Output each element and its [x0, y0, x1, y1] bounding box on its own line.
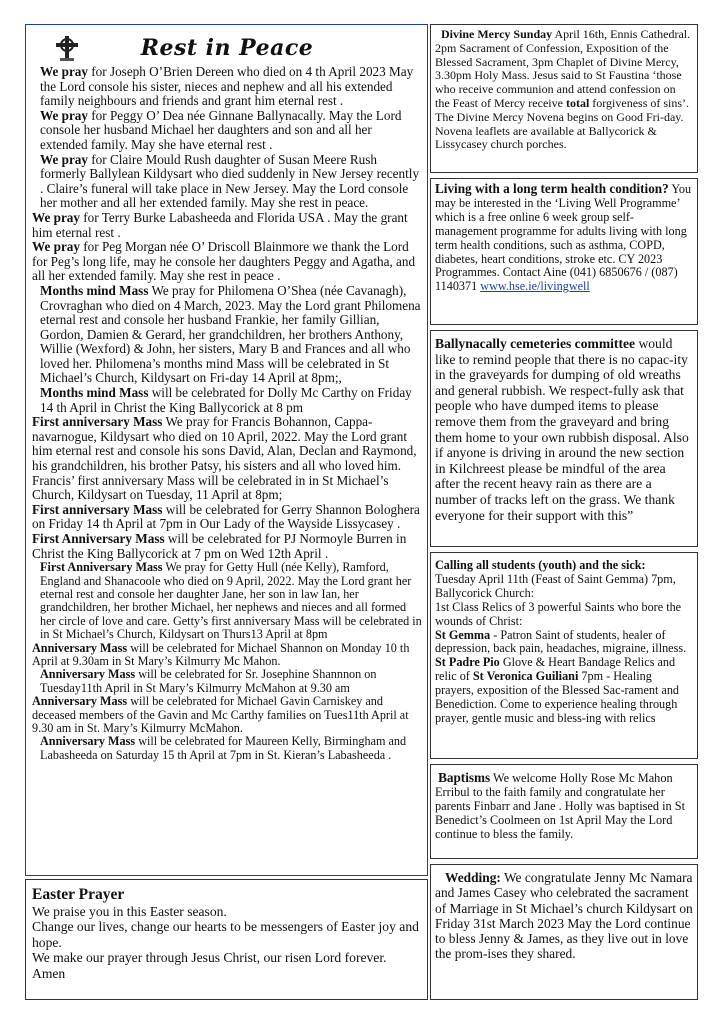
cemeteries-text: would like to remind people that there is no capac-ity in the graveyards for dumping of old wreaths and general rubbish. We respect-fully ask that people who have dumped items to please remove them from the graveyard and bring them home to your own rubbish disposal. Also if anyone is driving in around the new section in Kilchreest please be mindful of the area after the recent heavy rain as there are a number of tracks left on the grass. We thank everyone for their support with this” [435, 336, 689, 523]
calling-saints [435, 629, 693, 726]
mercy-lead: Divine Mercy Sunday [441, 27, 553, 41]
calling-line: Tuesday April 11th (Feast of Saint Gemma) 7pm, Ballycorick Church: [435, 571, 676, 600]
cemeteries-lead: Ballynacally cemeteries committee [435, 336, 636, 351]
baptisms-lead: Baptisms [438, 770, 491, 785]
living-well-link[interactable]: www.hse.ie/livingwell [480, 279, 590, 294]
rip-entry-lead: First Anniversary Mass [32, 531, 165, 546]
wedding-lead: Wedding: [445, 870, 501, 885]
rip-entry-lead: Months mind Mass [40, 282, 149, 298]
saint-name: St Gemma [435, 627, 491, 642]
rip-entry [32, 109, 422, 153]
rip-entry-text: will be celebrated for PJ Normoyle Burren in Christ the King Ballycorick at 7 pm on Wed 12th April . [32, 531, 407, 561]
rip-entry [32, 503, 422, 532]
rip-entry-lead: Anniversary Mass [40, 667, 136, 682]
rip-entry-lead: We pray [40, 107, 88, 123]
rip-entry-lead: We pray [32, 239, 80, 255]
living-well-panel [430, 178, 698, 325]
rip-entry-text: will be celebrated for Michael Shannon on Monday 10 th April at 9.30am in St Mary’s Kilmurry Mc Mahon. [32, 640, 410, 669]
rip-entry [32, 695, 422, 735]
saint-name: St Padre Pio [435, 655, 500, 670]
rip-entry-lead: Months mind Mass [40, 385, 149, 401]
living-lead: Living with a long term health condition? [435, 181, 669, 196]
rip-entry [32, 386, 422, 415]
rip-entry-text: We pray for Getty Hull (née Kelly), Ramford, England and Shanacoole who died on 9 April, 2022. May the Lord grant her eternal rest and console her daughter Jane, her son in law Ian, her grandchildren, her brother Michael, her nephews and nieces and all formed her circle of love and care. Getty’s first anniversary Mass will be celebrated in in St Michael’s Church, Kildysart on Thurs13 April at 8pm [40, 560, 422, 642]
calling-line: 1st Class Relics of 3 powerful Saints who bore the wounds of Christ: [435, 599, 682, 628]
mercy-text: April 16th, Ennis Cathedral. 2pm Sacrament of Confession, Exposition of the Blessed Sacrament, 3pm Chaplet of Divine Mercy, 3.30pm Holy Mass. Jesus said to St Faustina ‘those who receive communion and attend confession on the Feast of Mercy receive [435, 27, 691, 110]
rip-entry [32, 211, 422, 240]
rip-title: Rest in Peace [140, 35, 314, 61]
rip-entry-lead: Anniversary Mass [32, 640, 128, 655]
rip-entries [32, 65, 422, 762]
mercy-bold: total [565, 95, 590, 110]
wedding-panel [430, 864, 698, 1000]
easter-prayer-panel [25, 879, 428, 1000]
rip-entry [32, 532, 422, 561]
rip-entry [32, 668, 422, 695]
rip-entry [32, 735, 422, 762]
baptisms-panel [430, 764, 698, 859]
saint-text: - Patron Saint of students, healer of depression, back pain, headaches, migraine, illness. [435, 627, 687, 656]
easter-line: We make our prayer through Jesus Christ, our risen Lord forever. Amen [32, 950, 387, 981]
rip-entry-text: will be celebrated for Michael Gavin Carniskey and deceased members of the Gavin and Mc Carthy families on Tues11th April at 9.30 am in St. Mary’s Kilmurry McMahon. [32, 694, 409, 736]
rip-entry [32, 65, 422, 109]
rip-entry-text: will be celebrated for Maureen Kelly, Birmingham and Labasheeda on Saturday 15 th April at 7pm in St. Kieran’s Labasheeda . [40, 734, 407, 762]
rip-entry [32, 561, 422, 641]
rip-entry-lead: First Anniversary Mass [40, 560, 163, 575]
divine-mercy-panel [430, 24, 698, 173]
living-paragraph [435, 182, 693, 294]
rip-entry [32, 284, 422, 386]
rip-entry-lead: Anniversary Mass [32, 694, 128, 709]
rip-entry [32, 415, 422, 503]
rip-entry-text: for Claire Mould Rush daughter of Susan Meere Rush formerly Ballylean Kildysart who died suddenly in New Jersey recently . Claire’s funeral will take place in New Jersey. May the Lord console her mother and all her extended family. May she rest in peace. [40, 151, 420, 211]
cemeteries-panel [430, 330, 698, 547]
calling-lead: Calling all students (youth) and the sick: [435, 558, 646, 572]
cemeteries-paragraph [435, 336, 693, 523]
rip-entry-lead: First anniversary Mass [32, 501, 163, 517]
saint-text: Glove & Heart Bandage Relics and relic of [435, 655, 676, 684]
rip-entry-lead: We pray [40, 151, 88, 167]
rip-entry-text: for Joseph O’Brien Dereen who died on 4 th April 2023 May the Lord console his sister, nieces and nephew and all his extended family neighbours and friends and grant him eternal rest . [40, 64, 414, 109]
rip-entry-lead: We pray [40, 64, 88, 79]
rip-entry-text: for Terry Burke Labasheeda and Florida USA . May the grant him eternal rest . [32, 209, 408, 240]
rip-entry-text: will be celebrated for Dolly Mc Carthy on Friday 14 th April in Christ the King Ballycorick at 8 pm [40, 385, 412, 415]
easter-line: Change our lives, change our hearts to be messengers of Easter joy and hope. [32, 919, 419, 950]
rip-entry-lead: First anniversary Mass [32, 414, 163, 430]
mercy-text-end: forgiveness of sins’. [589, 95, 690, 110]
mercy-paragraph [435, 28, 693, 111]
baptisms-text: We welcome Holly Rose Mc Mahon Erribul to the faith family and congratulate her parents Finbarr and Jane . Holly was baptised in St Benedict’s Coolmeen on 1st April May the Lord continue to bless the family. [435, 771, 685, 841]
easter-title: Easter Prayer [32, 886, 125, 903]
mercy-novena: The Divine Mercy Novena begins on Good Fri-day. Novena leaflets are available at Ballycorick & Lissycasey church porches. [435, 109, 684, 152]
rip-entry [32, 153, 422, 211]
wedding-text: We congratulate Jenny Mc Namara and James Casey who celebrated the sacrament of Marriage in St Michael’s church Kildysart on Friday 31st March 2023 May the Lord continue to bless Jenny & James, as they live out in love the prom-ises they shared. [435, 870, 693, 962]
rip-entry-text: for Peg Morgan née O’ Driscoll Blainmore we thank the Lord for Peg’s long life, may he console her daughters Peggy and Agatha, and all her extended family. May she rest in peace . [32, 239, 416, 284]
calling-students-panel [430, 552, 698, 759]
rip-entry-lead: We pray [32, 209, 80, 225]
baptisms-paragraph [435, 771, 693, 841]
rip-entry-text: will be celebrated for Gerry Shannon Bologhera on Friday 14 th April at 7pm in Our Lady of the Wayside Lissycasey . [32, 501, 420, 532]
rip-entry-text: for Peggy O’ Dea née Ginnane Ballynacally. May the Lord console her husband Michael her daughters and son and all her extended family. May she have eternal rest . [40, 107, 402, 152]
rest-in-peace-panel [25, 24, 428, 876]
rip-entry-lead: Anniversary Mass [40, 734, 136, 749]
rip-header [32, 31, 422, 65]
wedding-paragraph [435, 870, 693, 962]
living-text: You may be interested in the ‘Living Well Programme’ which is a free online 6 week group self-management programme for adults living with long term health conditions, such as asthma, COPD, diabetes, heart conditions, stroke etc. CY 2023 Programmes. Contact Aine (041) 6850676 / (087) 1140371 [435, 182, 692, 294]
rip-entry [32, 240, 422, 284]
rip-entry-text: We pray for Philomena O’Shea (née Cavanagh), Crovraghan who died on 4 March, 2023. May the Lord grant Philomena eternal rest and console her husband Frankie, her family Gillian, Gordon, Damien & Gerard, her grandchildren, her brothers Anthony, Willie (Wexford) & John, her sisters, Mary B and Frances and all who loved her. Philomena’s months mind Mass will be celebrated in St Michael’s Church, Kildysart on Fri-day 14 April at 8pm;, [40, 282, 421, 386]
rip-entry-text: We pray for Francis Bohannon, Cappa-navarnogue, Kildysart who died on 10 April, 2022. May the Lord grant him eternal rest and console his sons David, Alan, Declan and Raymond, his grandchildren, his brother Patsy, his sisters and all who loved him. Francis’ first anniversary Mass will be celebrated in in St Michael’s Church, Kildysart on Tuesday, 11 April at 8pm; [32, 414, 417, 503]
saint-name: St Veronica Guiliani [472, 669, 579, 684]
rip-entry-text: will be celebrated for Sr. Josephine Shannnon on Tuesday11th April in St Mary’s Kilmurry McMahon at 9.30 am [40, 667, 377, 695]
saint-text: 7pm - Healing prayers, exposition of the Blessed Sac-rament and Benediction. Come to experience healing through prayer, gentle music and bless-ing with relics [435, 669, 680, 725]
rip-entry [32, 642, 422, 669]
easter-line: We praise you in this Easter season. [32, 904, 227, 919]
